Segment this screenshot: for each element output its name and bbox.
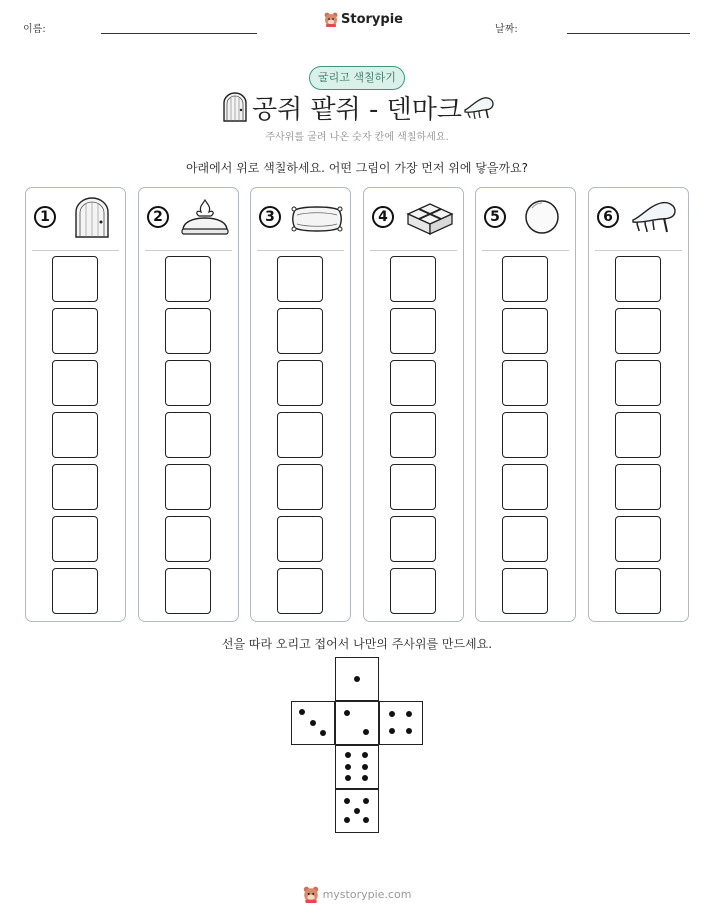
color-cell[interactable] (277, 568, 323, 614)
color-cell[interactable] (277, 256, 323, 302)
color-cell[interactable] (277, 308, 323, 354)
column-6 (588, 187, 689, 622)
brand-name: Storypie (341, 12, 403, 27)
dice-pip (310, 720, 316, 726)
cushion-icon (289, 196, 345, 238)
dice-pip (362, 752, 368, 758)
column-divider (595, 250, 682, 251)
dice-pip (389, 711, 395, 717)
dice-pip (320, 730, 326, 736)
dice-pip (344, 710, 350, 716)
dice-pip (345, 764, 351, 770)
color-cell[interactable] (165, 568, 211, 614)
name-label: 이름: (23, 24, 46, 35)
color-cell[interactable] (390, 568, 436, 614)
color-cell[interactable] (165, 516, 211, 562)
color-cell[interactable] (165, 464, 211, 510)
color-cell[interactable] (52, 256, 98, 302)
dice-pip (362, 764, 368, 770)
color-cell[interactable] (502, 464, 548, 510)
color-cell[interactable] (165, 360, 211, 406)
dice-face-6 (335, 745, 379, 789)
dice-pip (344, 817, 350, 823)
color-cell[interactable] (277, 360, 323, 406)
color-cell[interactable] (52, 360, 98, 406)
dice-pip (363, 817, 369, 823)
bear-logo-icon (303, 886, 319, 903)
color-cell[interactable] (277, 464, 323, 510)
bear-logo-icon (324, 12, 338, 27)
dice-face-3 (291, 701, 335, 745)
column-divider (32, 250, 119, 251)
dice-pip (299, 709, 305, 715)
glass-slipper-icon (627, 196, 683, 238)
color-cell[interactable] (52, 568, 98, 614)
column-number: 2 (147, 206, 169, 228)
color-cell[interactable] (52, 464, 98, 510)
date-line (567, 33, 690, 34)
color-cell[interactable] (615, 256, 661, 302)
gift-box-icon (402, 196, 458, 238)
column-divider (482, 250, 569, 251)
dice-instruction: 선을 따라 오리고 접어서 나만의 주사위를 만드세요. (221, 637, 493, 651)
column-1 (25, 187, 126, 622)
color-cell[interactable] (165, 412, 211, 458)
color-cell[interactable] (390, 464, 436, 510)
dice-pip (344, 798, 350, 804)
dice-pip (345, 752, 351, 758)
column-divider (370, 250, 457, 251)
footer-url: mystorypie.com (322, 888, 412, 901)
dice-face-5 (335, 789, 379, 833)
color-cell[interactable] (502, 256, 548, 302)
color-cell[interactable] (502, 516, 548, 562)
color-cell[interactable] (165, 308, 211, 354)
color-cell[interactable] (390, 516, 436, 562)
color-cell[interactable] (502, 412, 548, 458)
column-4 (363, 187, 464, 622)
column-5 (475, 187, 576, 622)
column-2 (138, 187, 239, 622)
dice-pip (363, 729, 369, 735)
color-cell[interactable] (615, 568, 661, 614)
page-subtitle: 주사위를 굴려 나온 숫자 칸에 색칠하세요. (265, 132, 449, 143)
column-number: 3 (259, 206, 281, 228)
color-cell[interactable] (502, 360, 548, 406)
color-cell[interactable] (390, 256, 436, 302)
column-3 (250, 187, 351, 622)
color-cell[interactable] (390, 360, 436, 406)
dice-pip (354, 808, 360, 814)
color-cell[interactable] (52, 516, 98, 562)
color-cell[interactable] (277, 516, 323, 562)
column-divider (145, 250, 232, 251)
color-cell[interactable] (502, 568, 548, 614)
dice-face-2 (335, 701, 379, 745)
door-icon (64, 196, 120, 238)
dice-pip (363, 798, 369, 804)
column-number: 1 (34, 206, 56, 228)
dice-pip (362, 775, 368, 781)
color-cell[interactable] (615, 516, 661, 562)
footer (0, 886, 714, 903)
coloring-instruction: 아래에서 위로 색칠하세요. 어떤 그림이 가장 먼저 위에 닿을까요? (185, 161, 529, 175)
color-cell[interactable] (277, 412, 323, 458)
activity-badge: 굴리고 색칠하기 (309, 66, 405, 90)
column-divider (257, 250, 344, 251)
column-number: 6 (597, 206, 619, 228)
dice-face-4 (379, 701, 423, 745)
color-cell[interactable] (52, 412, 98, 458)
color-cell[interactable] (502, 308, 548, 354)
color-cell[interactable] (615, 412, 661, 458)
color-cell[interactable] (615, 464, 661, 510)
column-number: 4 (372, 206, 394, 228)
crown-icon (177, 196, 233, 238)
glass-slipper-icon (462, 94, 496, 122)
date-label: 날짜: (495, 24, 518, 35)
dice-pip (345, 775, 351, 781)
column-number: 5 (484, 206, 506, 228)
crystal-ball-icon (514, 196, 570, 238)
brand-logo (324, 12, 403, 27)
dice-pip (389, 728, 395, 734)
name-line (101, 33, 257, 34)
page-title: 공쥐 팥쥐 - 덴마크 (252, 95, 462, 125)
dice-pip (406, 728, 412, 734)
color-cell[interactable] (165, 256, 211, 302)
color-cell[interactable] (390, 412, 436, 458)
dice-pip (354, 676, 360, 682)
dice-face-1 (335, 657, 379, 701)
color-cell[interactable] (615, 308, 661, 354)
color-cell[interactable] (390, 308, 436, 354)
color-cell[interactable] (615, 360, 661, 406)
dice-pip (406, 711, 412, 717)
color-cell[interactable] (52, 308, 98, 354)
